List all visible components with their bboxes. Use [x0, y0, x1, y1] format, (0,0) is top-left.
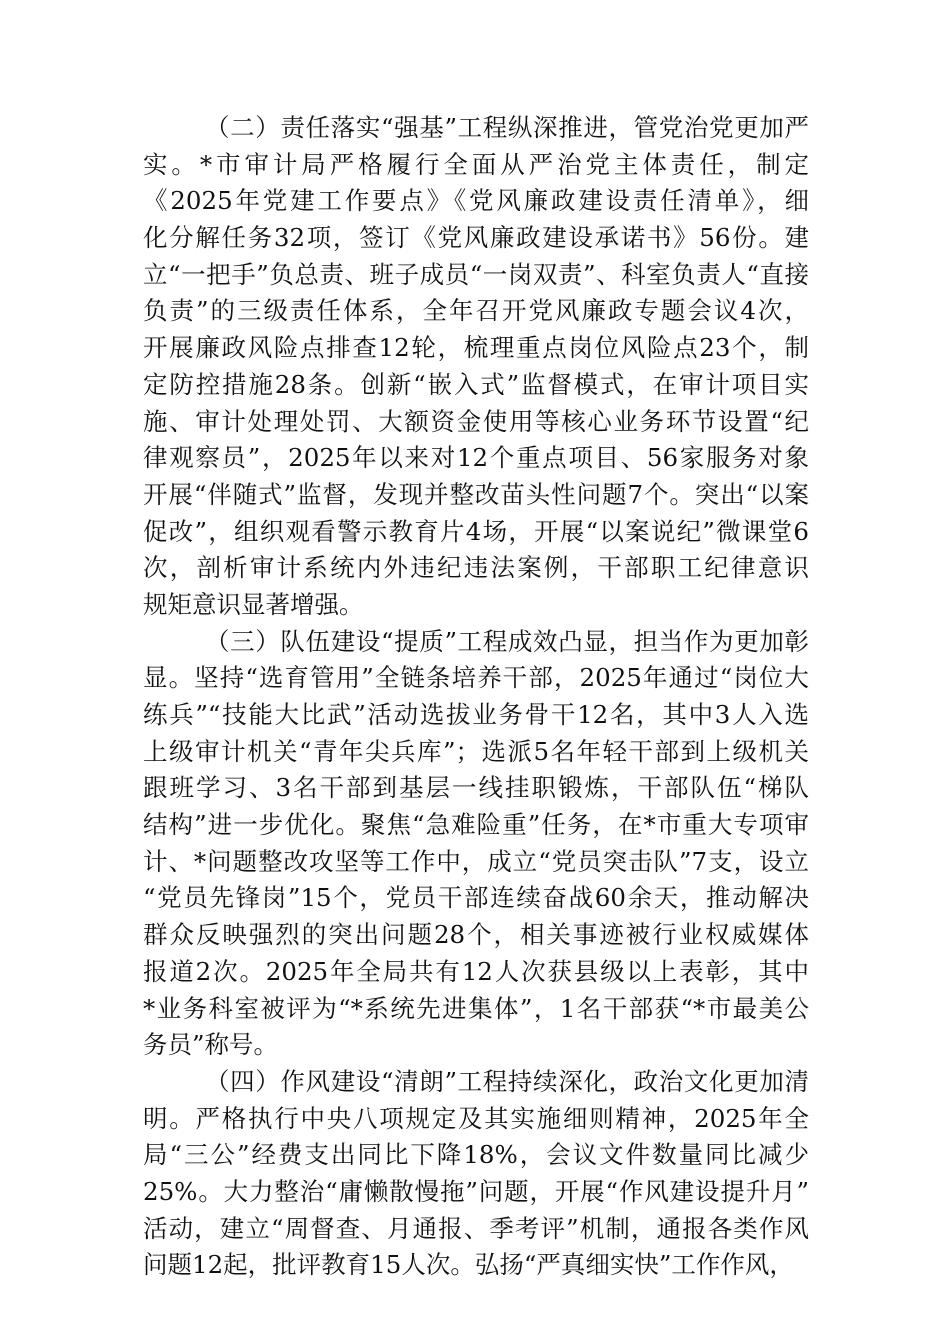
paragraph [143, 110, 809, 624]
paragraph-line: 定防控措施28条。创新“嵌入式”监督模式，在审计项目实 [143, 369, 809, 399]
paragraph-line: 开展廉政风险点排查12轮，梳理重点岗位风险点23个，制 [143, 333, 809, 363]
paragraph-line: “党员先锋岗”15个，党员干部连续奋战60余天，推动解决 [143, 883, 809, 913]
paragraph-line: 显。坚持“选育管用”全链条培养干部，2025年通过“岗位大 [143, 663, 809, 693]
paragraph-line: 明。严格执行中央八项规定及其实施细则精神，2025年全 [143, 1103, 809, 1133]
paragraph-line: 开展“伴随式”监督，发现并整改苗头性问题7个。突出“以案 [143, 479, 809, 509]
paragraph-line: 务员”称号。 [143, 1030, 279, 1060]
paragraph-line: 立“一把手”负总责、班子成员“一岗双责”、科室负责人“直接 [143, 259, 809, 289]
paragraph-line: 施、审计处理处罚、大额资金使用等核心业务环节设置“纪 [143, 406, 809, 436]
paragraph-line: 报道2次。2025年全局共有12人次获县级以上表彰，其中 [143, 956, 809, 986]
paragraph-line: 次，剖析审计系统内外违纪违法案例，干部职工纪律意识 [143, 553, 809, 583]
paragraph-line: （四）作风建设“清朗”工程持续深化，政治文化更加清 [205, 1066, 809, 1096]
paragraph-line: 实。*市审计局严格履行全面从严治党主体责任，制定 [143, 149, 809, 179]
paragraph-line: （三）队伍建设“提质”工程成效凸显，担当作为更加彰 [205, 626, 809, 656]
paragraph-line: 计、*问题整改攻坚等工作中，成立“党员突击队”7支，设立 [143, 846, 809, 876]
paragraph-line: 负责”的三级责任体系，全年召开党风廉政专题会议4次， [143, 296, 809, 326]
paragraph [143, 624, 809, 1064]
paragraph-line: *业务科室被评为“*系统先进集体”，1名干部获“*市最美公 [143, 993, 809, 1023]
paragraph-line: 结构”进一步优化。聚焦“急难险重”任务，在*市重大专项审 [143, 810, 809, 840]
paragraph-line: 局“三公”经费支出同比下降18%，会议文件数量同比减少 [143, 1140, 809, 1170]
paragraph-line: 25%。大力整治“庸懒散慢拖”问题，开展“作风建设提升月” [143, 1176, 809, 1206]
paragraph [143, 1064, 809, 1284]
paragraph-line: 群众反映强烈的突出问题28个，相关事迹被行业权威媒体 [143, 920, 809, 950]
paragraph-line: 上级审计机关“青年尖兵库”；选派5名年轻干部到上级机关 [143, 736, 809, 766]
paragraph-line: 练兵”“技能大比武”活动选拔业务骨干12名，其中3人入选 [143, 700, 809, 729]
document-body [143, 110, 809, 1284]
paragraph-line: 规矩意识显著增强。 [143, 589, 364, 619]
paragraph-line: 活动，建立“周督查、月通报、季考评”机制，通报各类作风 [143, 1213, 809, 1243]
paragraph-line: 跟班学习、3名干部到基层一线挂职锻炼，干部队伍“梯队 [143, 773, 809, 803]
paragraph-line: 促改”，组织观看警示教育片4场，开展“以案说纪”微课堂6 [143, 516, 809, 546]
paragraph-line: （二）责任落实“强基”工程纵深推进，管党治党更加严 [205, 113, 809, 142]
paragraph-line: 律观察员”，2025年以来对12个重点项目、56家服务对象 [143, 443, 809, 473]
paragraph-line: 问题12起，批评教育15人次。弘扬“严真细实快”工作作风， [143, 1250, 794, 1280]
paragraph-line: 化分解任务32项，签订《党风廉政建设承诺书》56份。建 [143, 223, 809, 253]
paragraph-line: 《2025年党建工作要点》《党风廉政建设责任清单》，细 [143, 186, 809, 216]
